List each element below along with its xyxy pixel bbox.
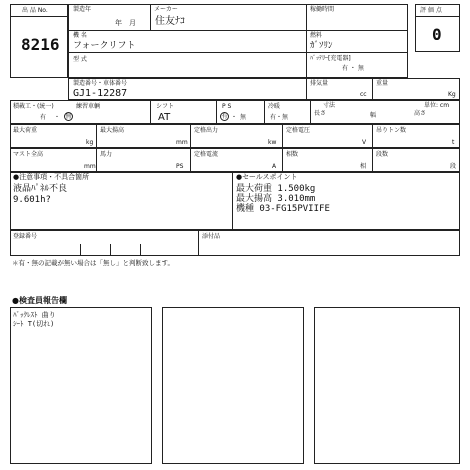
- defects-line-2: 9.601h?: [13, 195, 51, 205]
- ps-yes-circled: 有: [221, 113, 228, 120]
- rated-output-label: 定格出力: [194, 127, 219, 134]
- inspector-title: ●検査員報告欄: [12, 296, 67, 305]
- model-value: フォークリフト: [73, 41, 136, 51]
- inspector-line-1: ﾊﾞｯｸﾚｽﾄ 曲り: [13, 311, 56, 319]
- hours-label: 稼働時間: [310, 6, 335, 13]
- fuel-label: 燃料: [310, 32, 323, 39]
- attach-yes: 有: [40, 114, 47, 121]
- disp-unit: cc: [360, 91, 367, 98]
- ps-no: 無: [240, 114, 247, 121]
- footnote: ＊有・無の記載が無い場合は「無し」と判断致します。: [12, 259, 174, 267]
- serial-value: GJ1-12287: [73, 88, 128, 99]
- dims-unit: 単位: cm: [424, 102, 450, 109]
- ac-options: 有・無: [270, 114, 289, 121]
- ps-label: P S: [222, 103, 232, 110]
- phase-label: 相数: [286, 151, 299, 158]
- lot-number: 8216: [21, 35, 60, 54]
- sales-line-2: 最大揚高 3.010mm: [236, 194, 316, 204]
- attach-no-circled: 無: [65, 113, 72, 120]
- hp-label: 馬力: [100, 151, 113, 158]
- rated-current-label: 定格電流: [194, 151, 219, 158]
- rated-voltage-unit: V: [362, 139, 367, 146]
- max-lift-label: 最大揚高: [100, 127, 125, 134]
- rated-output-unit: kw: [268, 139, 277, 146]
- rated-current-unit: A: [272, 163, 277, 170]
- inspector-col-2: [162, 307, 304, 464]
- fuel-value: ｶﾞｿﾘﾝ: [310, 41, 333, 51]
- dims-length: 長さ: [314, 110, 327, 117]
- rating-label: 評 価 点: [420, 7, 442, 14]
- maker-value: 住友ﾅｺ: [155, 16, 185, 27]
- auction-sheet: 出 品 No. 8216 製造年 年 月 メーカー 住友ﾅｺ 稼働時間 機 名 フォークリフト 燃料 ｶﾞｿﾘﾝ 型 式 ﾊﾞｯﾃﾘｰ[充電器] 有 ・ 無 評 価 点 0 製造番号・車体番号 GJ1-12287 排気量 cc 重量 Kg 積載工・(統一) 練習車輌 有 ・ 無 シフト AT P S 有 ・ 無 冷暖 有・無 寸法 長さ 幅 高さ 単位: cm 最大荷重 kg 最大揚高 mm 定格出力 kw 定格電圧 V 吊りトン数 t マスト全高 mm 馬力 PS 定格電流 A 相数 相 段数 段 ●注意事項・不具合箇所 液晶ﾊﾟﾈﾙ不良 9.601h? ●セールスポイント 最大荷重 1.500kg 最大揚高 3.010mm 機種 03-FG15PVIIFE 登録番号 添付品 ＊有・無の記載が無い場合は「無し」と判断致します。 ●検査員報告欄 ﾊﾞｯｸﾚｽﾄ 曲り ｼｰﾄ T(切れ): [10, 4, 460, 466]
- max-lift-unit: mm: [176, 139, 188, 146]
- battery-options: 有 ・ 無: [342, 65, 364, 72]
- hp-unit: PS: [176, 163, 184, 170]
- maker-label: メーカー: [154, 6, 178, 13]
- battery-label: ﾊﾞｯﾃﾘｰ[充電器]: [310, 55, 351, 62]
- defects-line-1: 液晶ﾊﾟﾈﾙ不良: [13, 184, 68, 194]
- hoist-unit: t: [452, 139, 455, 146]
- spec-row-2: [10, 148, 460, 172]
- model-label: 機 名: [73, 32, 87, 39]
- rated-voltage-label: 定格電圧: [286, 127, 311, 134]
- tires-label: 練習車輌: [76, 103, 101, 110]
- hoist-label: 吊りトン数: [376, 127, 407, 134]
- dims-height: 高さ: [414, 110, 427, 117]
- shift-value: AT: [158, 112, 171, 123]
- lot-label: 出 品 No.: [22, 7, 48, 14]
- year-label: 製造年: [73, 6, 92, 13]
- attach-label: 積載工・(統一): [13, 103, 54, 110]
- inspector-col-3: [314, 307, 460, 464]
- disp-label: 排気量: [310, 80, 329, 87]
- acc-label: 添付品: [202, 233, 221, 240]
- rating-value: 0: [432, 25, 442, 44]
- shift-label: シフト: [156, 103, 175, 110]
- serial-label: 製造番号・車体番号: [73, 80, 128, 87]
- steps-unit: 段: [450, 163, 457, 170]
- sales-line-3: 機種 03-FG15PVIIFE: [236, 204, 330, 214]
- reg-label: 登録番号: [13, 233, 38, 240]
- ac-label: 冷暖: [268, 103, 281, 110]
- registration-box: [10, 230, 460, 256]
- steps-label: 段数: [376, 151, 389, 158]
- weight-unit: Kg: [448, 91, 456, 98]
- defects-label: ●注意事項・不具合箇所: [13, 173, 90, 181]
- year-unit: 年 月: [115, 19, 136, 27]
- dims-label: 寸法: [323, 102, 336, 109]
- mast-unit: mm: [84, 163, 96, 170]
- sales-label: ●セールスポイント: [236, 173, 298, 181]
- inspector-line-2: ｼｰﾄ T(切れ): [13, 320, 55, 328]
- mast-label: マスト全高: [13, 151, 44, 158]
- inspector-col-1: [10, 307, 152, 464]
- dims-width: 幅: [370, 112, 377, 119]
- weight-label: 重量: [376, 80, 389, 87]
- max-load-unit: kg: [86, 139, 94, 146]
- max-load-label: 最大荷重: [13, 127, 38, 134]
- sales-line-1: 最大荷重 1.500kg: [236, 184, 316, 194]
- type-label: 型 式: [73, 56, 87, 63]
- phase-unit: 相: [360, 163, 367, 170]
